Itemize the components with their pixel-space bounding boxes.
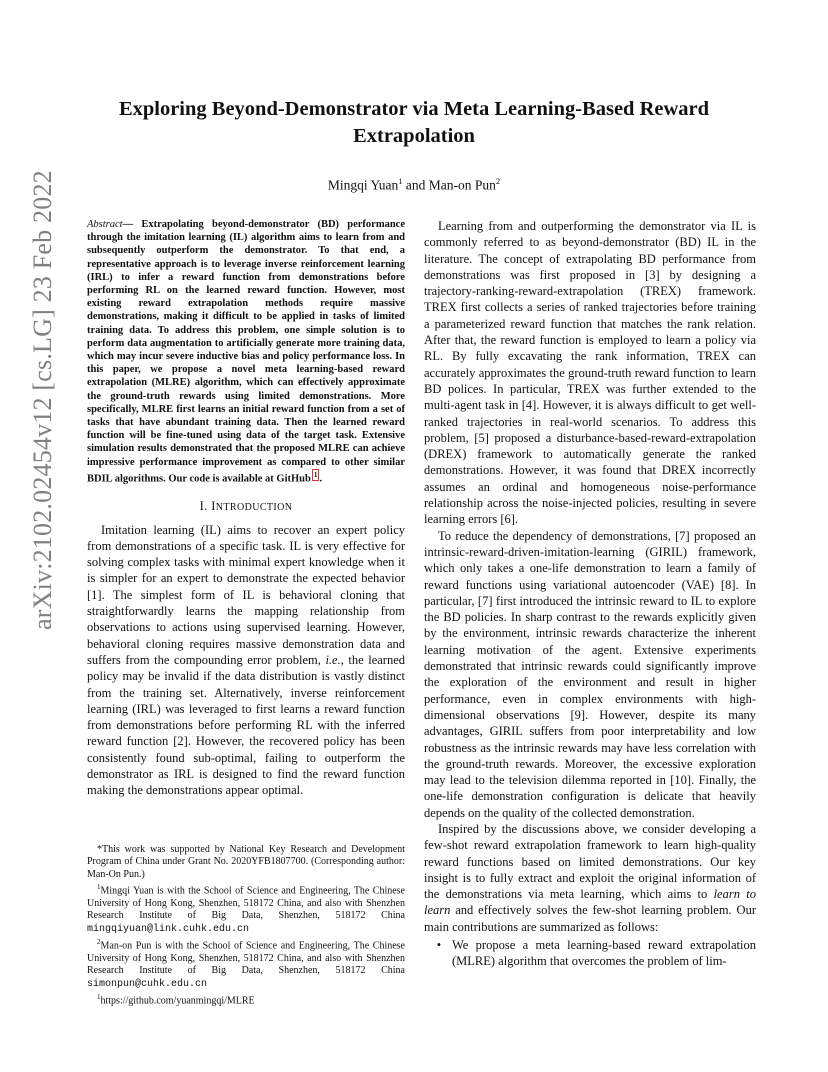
paragraph: To reduce the dependency of demonstrations, [7] proposed an intrinsic-reward-driven-imitation-learning (GIRIL) framework, which only takes a one-life demonstration to learn a family of reward functions using variational autoencoder (VAE) [8]. In particular, [7] first introduced the intrinsic reward to IL to explore the BD policies. In sharp contrast to the rewards explicitly given by the environment, intrinsic rewards characterize the inherent learning motivation of the agent. Extensive experiments demonstrated that intrinsic rewards could significantly improve the exploration of the environment and result in higher performance, even in complex environments with high-dimensional observations [9]. However, despite its many advantages, GIRIL suffers from poor interpretability and low robustness as the intrinsic rewards may have less correlation with the ground-truth rewards. Moreover, the excessive exploration may lead to the television dilemma reported in [10]. Finally, the one-life demonstration configuration is delicate that heavily depends on the quality of the collected demonstration.	[424, 528, 756, 820]
emphasis-text: i.e.	[325, 652, 341, 667]
footnote-link[interactable]: 1	[313, 470, 318, 479]
bullet-icon: •	[436, 938, 442, 953]
affiliation-mark: 2	[495, 176, 501, 186]
paper-title: Exploring Beyond-Demonstrator via Meta Learning-Based Reward Extrapolation	[118, 98, 710, 147]
footnote: *This work was supported by National Key Research and Development Program of China under Grant No. 2020YFB1807700. (Corresponding author: Man-On Pun.)	[87, 844, 405, 880]
left-column	[87, 218, 405, 799]
footnote-mark: 1	[97, 883, 101, 892]
footnote	[87, 881, 405, 936]
footnote	[87, 936, 405, 991]
footnote	[87, 991, 405, 1008]
abstract-end: .	[319, 473, 322, 485]
abstract	[87, 218, 405, 486]
footnotes	[87, 844, 405, 1008]
section-heading: I. INTRODUCTION	[199, 498, 293, 513]
paragraph-text: and effectively solves the few-shot learning problem. Our main contributions are summarized as follows:	[424, 903, 756, 934]
emphasis-text: learn to learn	[424, 887, 756, 918]
email-link[interactable]: mingqiyuan@link.cuhk.edu.cn	[87, 923, 250, 935]
footnote-mark: 2	[97, 938, 101, 947]
right-column	[424, 218, 756, 970]
paragraph-text: Imitation learning (IL) aims to recover an expert policy from demonstrations of a specific task. IL is very effective for solving complex tasks with minimal expert knowledge when it is simpler for an expert to demonstrate the expected behavior [1]. The simplest form of IL is behavioral cloning that straightforwardly learns the mapping relationship from observations to actions using supervised learning. However, behavioral cloning requires massive demonstration data and suffers from the compounding error problem,	[87, 522, 405, 667]
affiliation-mark: 1	[398, 176, 403, 186]
footnote-text: Mingqi Yuan is with the School of Science and Engineering, The Chinese University of Hong Kong, Shenzhen, 518172 China, and also with Shenzhen Research Institute of Big Data, Shenzhen, 518172 China	[87, 885, 405, 922]
list-item	[424, 937, 756, 970]
url-link[interactable]: https://github.com/yuanmingqi/MLRE	[100, 995, 255, 1007]
author-name: Mingqi Yuan	[327, 177, 399, 193]
abstract-text: — Extrapolating beyond-demonstrator (BD) performance through the imitation learning (IL) algorithm aims to learn from and subsequently outperform the demonstrator. To that end, a representative approach is to leverage inverse reinforcement learning (IRL) to infer a reward function from demonstrations before performing RL on the learned reward function. However, most existing reward extrapolation methods require massive demonstrations, making it difficult to be applied in tasks of limited training data. To address this problem, one simple solution is to perform data augmentation to artificially generate more training data, which may incur severe inductive bias and policy performance loss. In this paper, we propose a novel meta learning-based reward extrapolation (MLRE) algorithm, which can effectively approximate the ground-truth rewards using limited demonstrations. More specifically, MLRE first learns an initial reward function from a set of tasks that have abundant training data. Then the learned reward function will be fine-tuned using data of the target task. Extensive simulation results demonstrated that the proposed MLRE can achieve impressive performance improvement as compared to other similar BDIL algorithms. Our code is available at GitHub	[87, 219, 405, 485]
author-name: Man-on Pun	[428, 177, 496, 193]
abstract-label: Abstract	[87, 219, 123, 230]
footnote-mark: 1	[97, 993, 101, 1002]
paragraph	[424, 821, 756, 935]
list-item-text: We propose a meta learning-based reward extrapolation (MLRE) algorithm that overcomes the problem of lim-	[452, 938, 756, 969]
author-line	[60, 172, 768, 195]
footnote-text: Man-on Pun is with the School of Science and Engineering, The Chinese University of Hong Kong, Shenzhen, 518172 China, and also with Shenzhen Research Institute of Big Data, Shenzhen, 518172 China	[87, 940, 405, 977]
arxiv-side-stamp: arXiv:2102.02454v12 [cs.LG] 23 Feb 2022	[28, 170, 57, 630]
paragraph	[87, 522, 405, 799]
paragraph-text: , the learned policy may be invalid if the data distribution is vastly distinct from the training set. Alternatively, inverse reinforcement learning (IRL) was leveraged to first learns a reward function from demonstrations before performing RL with the inferred reward function [2]. However, the recovered policy has been consistently found sub-optimal, failing to outperform the demonstrator as IRL is designed to find the reward function making the demonstrations appear optimal.	[87, 652, 405, 798]
paragraph-text: Inspired by the discussions above, we consider developing a few-shot reward extrapolation framework to learn high-quality reward functions based on limited demonstrations. Our key insight is to fully extract and exploit the original information of the demonstrations via meta learning, which aims to	[424, 821, 756, 902]
email-link[interactable]: simonpun@cuhk.edu.cn	[87, 978, 208, 990]
author-joiner: and	[402, 177, 429, 193]
paragraph: Learning from and outperforming the demonstrator via IL is commonly referred to as beyond-demonstrator (BD) IL in the literature. The concept of extrapolating BD performance from demonstrations was first proposed in [3] by designing a trajectory-ranking-reward-extrapolation (TREX) framework. TREX first collects a series of ranked trajectories before training a parameterized reward function that matches the rank relation. After that, the reward function is employed to learn a policy via RL. By fully excavating the rank information, TREX can accurately approximates the ground-truth reward function to learn BD polices. In particular, TREX was further extended to the multi-agent task in [4]. However, it is always difficult to get well-ranked trajectories in real-world scenarios. To address this problem, [5] proposed a disturbance-based-reward-extrapolation (DREX) framework to automatically generate the ranked demonstrations. However, it was found that DREX incorrectly assumes an ordinal and homogeneous noise-performance relationship across the noise-injected policies, resulting in severe learning errors [6].	[424, 219, 756, 527]
